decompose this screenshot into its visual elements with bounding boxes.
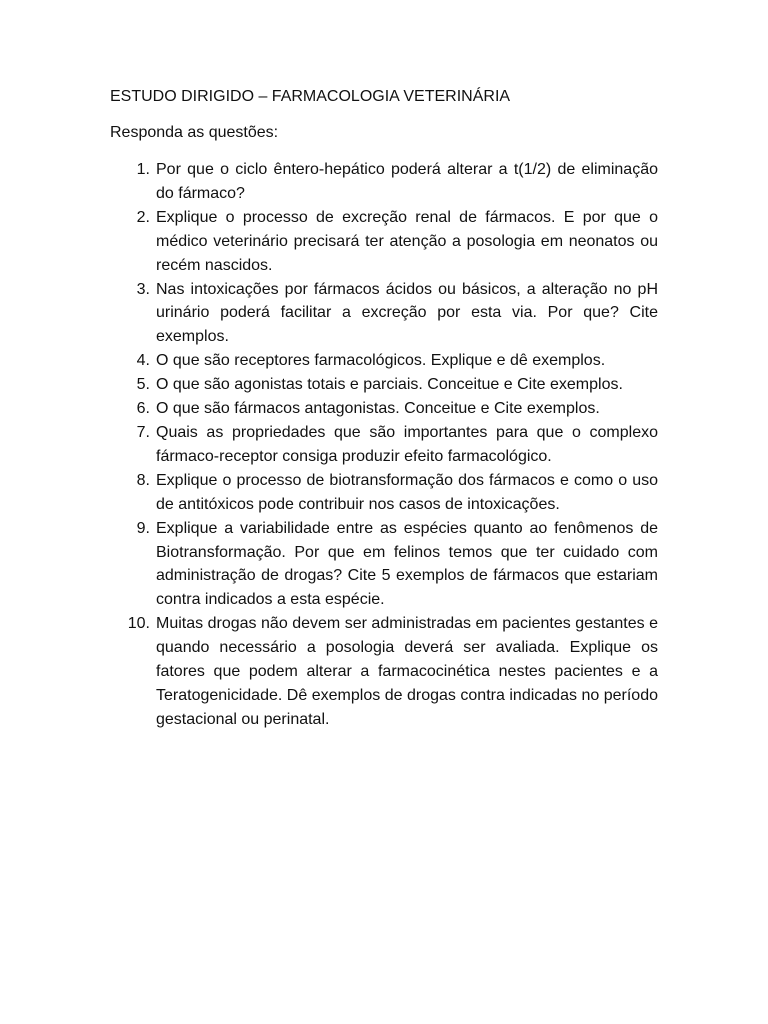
question-item [110,469,658,517]
question-number: 4. [136,352,150,370]
question-item [110,278,658,350]
question-number: 5. [136,376,150,394]
question-text: Quais as propriedades que são importantes para que o complexo fármaco-receptor consiga produzir efeito farmacológico. [156,423,658,465]
document-instructions: Responda as questões: [110,124,279,141]
question-item [110,421,658,469]
question-number: 2. [136,208,150,226]
document-title: ESTUDO DIRIGIDO – FARMACOLOGIA VETERINÁRIA [110,88,511,105]
question-text: O que são agonistas totais e parciais. Conceitue e Cite exemplos. [156,376,623,394]
question-item [110,206,658,278]
question-list [110,158,658,732]
question-number: 9. [136,519,150,537]
question-item [110,349,658,373]
question-text: Muitas drogas não devem ser administradas em pacientes gestantes e quando necessário a posologia deverá ser avaliada. Explique os fatores que podem alterar a farmacocinética nestes pacientes e a Teratogenicidade. Dê exemplos de drogas contra indicadas no período gestacional ou perinatal. [156,615,658,728]
question-item [110,397,658,421]
question-number: 8. [136,471,150,489]
question-number: 7. [136,423,150,441]
question-item [110,612,658,732]
question-text: O que são fármacos antagonistas. Conceitue e Cite exemplos. [156,400,600,418]
question-number: 3. [136,280,150,298]
question-number: 6. [136,400,150,418]
question-text: Nas intoxicações por fármacos ácidos ou básicos, a alteração no pH urinário poderá facilitar a excreção por esta via. Por que? Cite exemplos. [156,280,658,346]
question-item [110,158,658,206]
question-text: O que são receptores farmacológicos. Explique e dê exemplos. [156,352,606,370]
question-item [110,373,658,397]
question-text: Por que o ciclo êntero-hepático poderá alterar a t(1/2) de eliminação do fármaco? [156,161,658,202]
question-text: Explique o processo de biotransformação dos fármacos e como o uso de antitóxicos pode contribuir nos casos de intoxicações. [156,471,658,513]
question-number: 1. [136,161,150,178]
question-number: 10. [127,615,150,633]
question-item [110,517,658,613]
question-text: Explique o processo de excreção renal de fármacos. E por que o médico veterinário precisará ter atenção a posologia em neonatos ou recém nascidos. [156,208,658,274]
question-text: Explique a variabilidade entre as espécies quanto ao fenômenos de Biotransformação. Por que em felinos temos que ter cuidado com administração de drogas? Cite 5 exemplos de fármacos que estariam contra indicados a esta espécie. [156,519,658,609]
